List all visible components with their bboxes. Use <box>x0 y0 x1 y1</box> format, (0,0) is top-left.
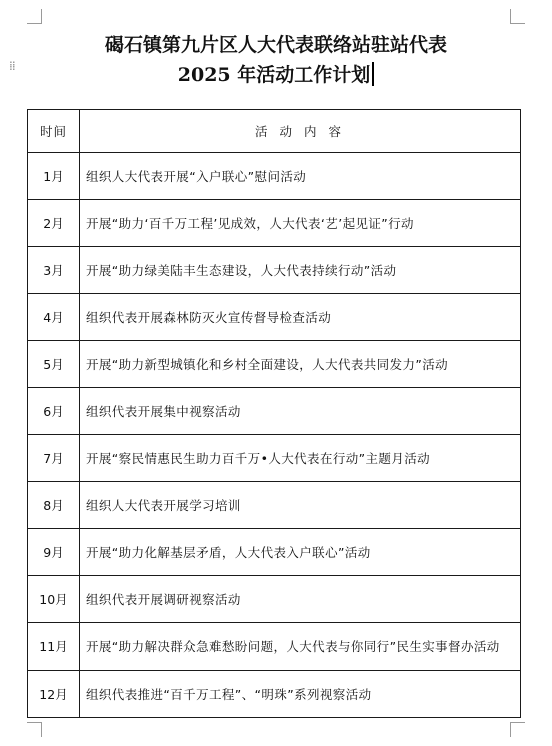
document-title-line1[interactable]: 碣石镇第九片区人大代表联络站驻站代表 <box>104 34 447 56</box>
month-cell[interactable]: 10月 <box>28 576 80 623</box>
table-row <box>28 388 521 435</box>
month-cell[interactable]: 2月 <box>28 200 80 247</box>
activity-cell[interactable]: 开展“察民情惠民生助力百千万•人大代表在行动”主题月活动 <box>80 435 521 482</box>
activity-cell[interactable]: 组织代表开展森林防灭火宣传督导检查活动 <box>80 294 521 341</box>
activity-cell[interactable]: 开展“助力化解基层矛盾，人大代表入户联心”活动 <box>80 529 521 576</box>
document-title-line2[interactable] <box>0 60 552 87</box>
activity-cell[interactable]: 组织代表推进“百千万工程”、“明珠”系列视察活动 <box>80 671 521 718</box>
header-time[interactable]: 时间 <box>28 110 80 153</box>
table-row <box>28 153 521 200</box>
table-row <box>28 671 521 718</box>
month-cell[interactable]: 5月 <box>28 341 80 388</box>
crop-mark-top-right <box>510 9 525 24</box>
text-cursor <box>372 62 374 86</box>
month-cell[interactable]: 9月 <box>28 529 80 576</box>
header-content[interactable]: 活 动 内 容 <box>80 110 521 153</box>
activity-cell[interactable]: 开展“助力解决群众急难愁盼问题，人大代表与你同行”民生实事督办活动 <box>80 623 521 671</box>
activity-cell[interactable]: 组织代表开展集中视察活动 <box>80 388 521 435</box>
month-cell[interactable]: 1月 <box>28 153 80 200</box>
crop-mark-top-left <box>27 9 42 24</box>
table-row <box>28 482 521 529</box>
table-row <box>28 294 521 341</box>
activity-cell[interactable]: 开展“助力‘百千万工程’见成效，人大代表‘艺’起见证”行动 <box>80 200 521 247</box>
crop-mark-bottom-right <box>510 722 525 737</box>
month-cell[interactable]: 11月 <box>28 623 80 671</box>
activity-cell[interactable]: 开展“助力新型城镇化和乡村全面建设，人大代表共同发力”活动 <box>80 341 521 388</box>
table-row <box>28 341 521 388</box>
table-row <box>28 200 521 247</box>
activity-cell[interactable]: 组织人大代表开展“入户联心”慰问活动 <box>80 153 521 200</box>
month-cell[interactable]: 8月 <box>28 482 80 529</box>
table-row <box>28 623 521 671</box>
month-cell[interactable]: 12月 <box>28 671 80 718</box>
table-row <box>28 529 521 576</box>
table-header-row <box>28 110 521 153</box>
table-row <box>28 247 521 294</box>
title-line2-text: 2025 年活动工作计划 <box>177 64 371 86</box>
activity-plan-table[interactable] <box>27 109 521 718</box>
month-cell[interactable]: 6月 <box>28 388 80 435</box>
drag-handle-icon[interactable]: ⁞⁞ <box>9 59 15 73</box>
activity-cell[interactable]: 组织人大代表开展学习培训 <box>80 482 521 529</box>
activity-cell[interactable]: 开展“助力绿美陆丰生态建设，人大代表持续行动”活动 <box>80 247 521 294</box>
month-cell[interactable]: 4月 <box>28 294 80 341</box>
table-row <box>28 576 521 623</box>
activity-cell[interactable]: 组织代表开展调研视察活动 <box>80 576 521 623</box>
month-cell[interactable]: 7月 <box>28 435 80 482</box>
crop-mark-bottom-left <box>27 722 42 737</box>
table-row <box>28 435 521 482</box>
month-cell[interactable]: 3月 <box>28 247 80 294</box>
